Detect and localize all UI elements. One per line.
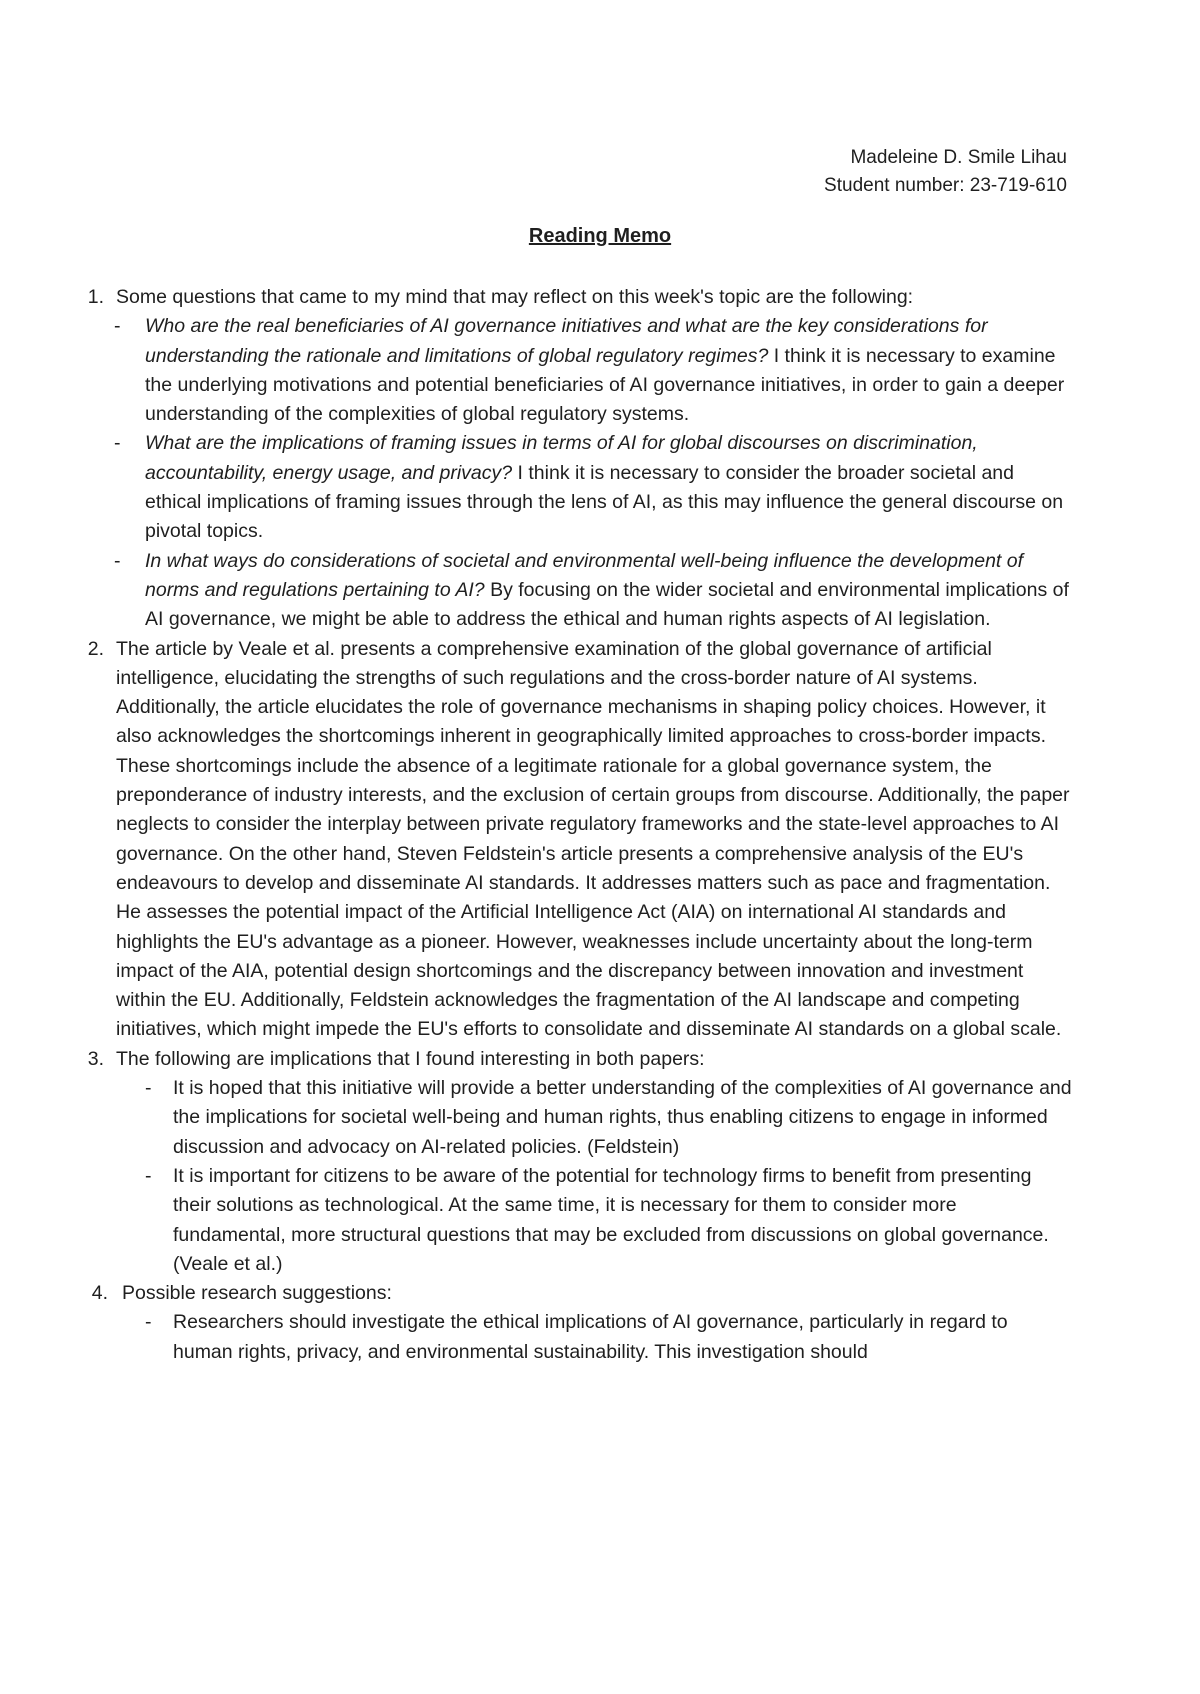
list-item-text: The following are implications that I found interesting in both papers:	[116, 1047, 705, 1070]
implication-bullet	[115, 1074, 1072, 1162]
implication-bullet	[115, 1162, 1072, 1279]
bullet-dash: -	[114, 432, 121, 455]
list-item-3	[72, 1045, 1072, 1279]
list-number: 3.	[87, 1047, 104, 1070]
question-commentary: By focusing on the wider societal and environmental implications of AI governance, we might be able to address the ethical and human rights aspects of AI legislation.	[145, 578, 1069, 631]
bullet-dash: -	[145, 1164, 152, 1187]
bullet-text: Researchers should investigate the ethical implications of AI governance, particularly in regard to human rights, privacy, and environmental sustainability. This investigation should	[173, 1311, 1008, 1363]
student-number: Student number: 23-719-610	[824, 175, 1067, 196]
memo-body	[72, 283, 1072, 1367]
question-commentary: I think it is necessary to examine the underlying motivations and potential beneficiaries of AI governance initiatives, in order to gain a deeper understanding of the complexities of global regulatory systems.	[145, 344, 1065, 426]
question-bullet	[116, 429, 1072, 546]
author-name: Madeleine D. Smile Lihau	[850, 147, 1067, 168]
author-header	[824, 144, 1067, 200]
list-item-2	[72, 635, 1072, 1045]
bullet-text: It is hoped that this initiative will provide a better understanding of the complexities of AI governance and the implications for societal well-being and human rights, thus enabling citizens to engage in informed discussion and advocacy on AI-related policies. (Feldstein)	[173, 1077, 1072, 1158]
question-text: In what ways do considerations of societal and environmental well-being influence the development of norms and regulations pertaining to AI?	[145, 549, 1024, 601]
list-item-text: The article by Veale et al. presents a comprehensive examination of the global governance of artificial intelligence, elucidating the strengths of such regulations and the cross-border nature of AI systems. Additionally, the article elucidates the role of governance mechanisms in shaping policy choices. However, it also acknowledges the shortcomings inherent in geographically limited approaches to cross-border impacts. These shortcomings include the absence of a legitimate rationale for a global governance system, the preponderance of industry interests, and the exclusion of certain groups from discourse. Additionally, the paper neglects to consider the interplay between private regulatory frameworks and the state-level approaches to AI governance. On the other hand, Steven Feldstein's article presents a comprehensive analysis of the EU's endeavours to develop and disseminate AI standards. It addresses matters such as pace and fragmentation. He assesses the potential impact of the Artificial Intelligence Act (AIA) on international AI standards and highlights the EU's advantage as a pioneer. However, weaknesses include uncertainty about the long-term impact of the AIA, potential design shortcomings and the discrepancy between innovation and investment within the EU. Additionally, Feldstein acknowledges the fragmentation of the AI landscape and competing initiatives, which might impede the EU's efforts to consolidate and disseminate AI standards on a global scale.	[116, 637, 1070, 1041]
question-bullet	[116, 547, 1072, 635]
bullet-dash: -	[145, 1077, 152, 1100]
bullet-dash: -	[114, 549, 121, 572]
bullet-dash: -	[114, 315, 121, 338]
list-item-text: Possible research suggestions:	[122, 1282, 392, 1305]
list-number: 1.	[87, 286, 104, 308]
question-bullet	[116, 312, 1072, 429]
research-suggestions-list	[116, 1308, 1072, 1367]
list-number: 2.	[87, 637, 104, 660]
list-item-1	[72, 283, 1072, 635]
list-number: 4.	[91, 1282, 108, 1305]
question-list	[116, 312, 1072, 634]
question-commentary: I think it is necessary to consider the broader societal and ethical implications of framing issues through the lens of AI, as this may influence the general discourse on pivotal topics.	[145, 461, 1064, 543]
bullet-dash: -	[145, 1311, 152, 1334]
question-text: Who are the real beneficiaries of AI governance initiatives and what are the key considerations for understanding the rationale and limitations of global regulatory regimes?	[145, 315, 988, 367]
suggestion-bullet	[115, 1308, 1072, 1367]
list-item-text: Some questions that came to my mind that may reflect on this week's topic are the following:	[116, 286, 914, 308]
implications-list	[116, 1074, 1072, 1279]
memo-title: Reading Memo	[528, 225, 672, 247]
list-item-4	[72, 1279, 1072, 1367]
bullet-text: It is important for citizens to be aware of the potential for technology firms to benefit from presenting their solutions as technological. At the same time, it is necessary for them to consider more fundamental, more structural questions that may be excluded from discussions on global governance. (Veale et al.)	[173, 1164, 1049, 1275]
question-text: What are the implications of framing issues in terms of AI for global discourses on discrimination, accountability, energy usage, and privacy?	[145, 432, 978, 484]
